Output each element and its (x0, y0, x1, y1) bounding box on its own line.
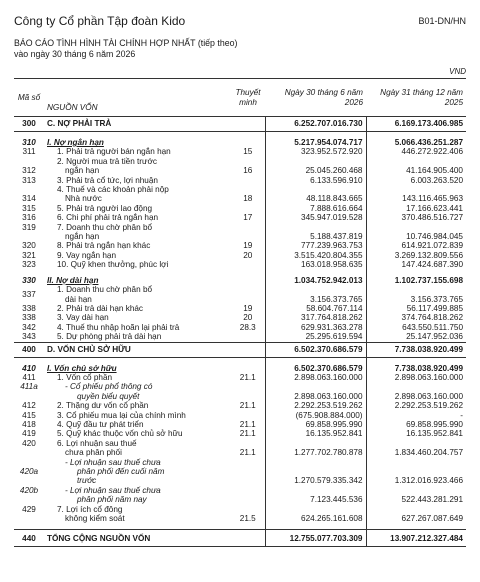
row-value-2025: 522.443.281.291 (366, 486, 466, 505)
row-value-2026: 25.045.260.468 (265, 157, 366, 176)
row-label-text: 5. Phải trả người lao động (57, 203, 153, 213)
row-value-2025: 16.135.952.841 (366, 429, 466, 438)
row-label-text: 5. Dự phòng phải trả dài hạn (57, 332, 162, 342)
row-value-2025: 6.003.263.520 (366, 176, 466, 185)
company-name: Công ty Cổ phần Tập đoàn Kido (14, 14, 186, 28)
row-value-2025: 143.116.465.963 (366, 185, 466, 204)
row-code: 321 (22, 250, 36, 260)
table-row-total (14, 530, 466, 547)
row-label-line: không kiểm soát (65, 514, 125, 524)
row-label (44, 241, 231, 250)
table-row (14, 276, 466, 285)
row-label-text: 2. Phải trả dài hạn khác (57, 303, 144, 313)
row-label-line: Nhà nước (65, 194, 102, 204)
row-label-line: chưa phân phối (65, 448, 122, 458)
row-label (44, 323, 231, 332)
row-label (44, 138, 231, 147)
row-label-line: - Lợi nhuận sau thuế chưa (65, 485, 161, 495)
row-value-2025: 3.156.373.765 (366, 285, 466, 304)
row-value-2026: 16.135.952.841 (265, 429, 366, 438)
row-value-2026: 629.931.363.278 (265, 323, 366, 332)
row-code: 412 (22, 401, 36, 411)
table-row (14, 304, 466, 313)
row-label (44, 251, 231, 260)
row-note: 21.1 (239, 372, 256, 382)
row-label-line: ngắn hạn (65, 166, 100, 176)
row-label (44, 304, 231, 313)
table-row (14, 401, 466, 410)
table-row (14, 117, 466, 132)
row-code: 343 (22, 332, 36, 342)
row-value-2026: 7.888.616.664 (265, 204, 366, 213)
row-label (44, 213, 231, 222)
row-label-line: 7. Lợi ích cổ đông (57, 504, 123, 514)
row-code: 338 (22, 303, 36, 313)
row-label-text: 5. Quỹ khác thuộc vốn chủ sở hữu (57, 429, 183, 439)
row-label-text: I. Nợ ngắn hạn (47, 138, 104, 147)
row-label-text: 3. Phải trả cổ tức, lợi nhuận (57, 175, 158, 185)
table-row (14, 420, 466, 429)
row-label-text: 2. Thặng dư vốn cổ phần (57, 401, 149, 411)
row-value-2026: 1.270.579.335.342 (265, 458, 366, 486)
row-value-2025: 7.738.038.920.499 (366, 342, 466, 357)
row-label (44, 332, 231, 342)
table-row (14, 241, 466, 250)
row-code: 420b (19, 485, 39, 495)
row-label-line: 6. Lợi nhuận sau thuế (57, 438, 137, 448)
row-label (44, 505, 231, 524)
row-label (44, 157, 231, 176)
row-value-2026: 5.188.437.819 (265, 223, 366, 242)
row-label (44, 429, 231, 438)
row-label (44, 223, 231, 242)
row-label-text: 3. Vay dài hạn (57, 313, 109, 323)
row-label-text: 1. Phải trả người bán ngắn hạn (57, 147, 171, 157)
row-value-2026: (675.908.884.000) (265, 411, 366, 420)
col-header-source: NGUỒN VỐN (44, 79, 231, 117)
row-label (44, 486, 231, 505)
row-label (44, 411, 231, 420)
row-note: 28.3 (239, 322, 256, 332)
row-code: 312 (22, 166, 36, 176)
row-value-2026: 2.898.063.160.000 (265, 373, 366, 382)
row-label (44, 204, 231, 213)
table-row (14, 439, 466, 458)
table-row (14, 332, 466, 342)
row-note: 18 (243, 194, 253, 204)
row-label (44, 373, 231, 382)
col-header-note: Thuyết minh (231, 79, 265, 117)
table-row (14, 505, 466, 524)
row-label-text: 4. Thuế thu nhập hoãn lại phải trả (57, 322, 180, 332)
row-code: 411 (22, 372, 36, 382)
table-row (14, 176, 466, 185)
row-label-line: dài hạn (65, 294, 92, 304)
row-value-2025: 643.550.511.750 (366, 323, 466, 332)
row-value-2026: 2.898.063.160.000 (265, 382, 366, 401)
row-label (44, 364, 231, 373)
row-value-2025: 10.746.984.045 (366, 223, 466, 242)
table-row (14, 285, 466, 304)
row-label (44, 285, 231, 304)
form-code: B01-DN/HN (418, 16, 466, 26)
row-label-line: quyền biểu quyết (77, 391, 140, 401)
row-label-text: 10. Quỹ khen thưởng, phúc lợi (57, 260, 169, 270)
row-label-line: phân phối đến cuối năm (77, 467, 165, 476)
row-code: 323 (22, 260, 36, 270)
row-value-2026: 6.252.707.016.730 (265, 117, 366, 132)
row-label-line: phân phối năm nay (77, 495, 147, 505)
row-code: 313 (22, 175, 36, 185)
row-note: 20 (243, 313, 253, 323)
row-code: 316 (22, 213, 36, 223)
row-label-text: 8. Phải trả ngắn hạn khác (57, 241, 151, 251)
row-label-line: 7. Doanh thu chờ phân bổ (57, 222, 153, 232)
row-label-text: 6. Chi phí phải trả ngắn hạn (57, 213, 159, 223)
row-value-2026: 6.133.596.910 (265, 176, 366, 185)
row-label: TỔNG CỘNG NGUỒN VỐN (44, 530, 231, 547)
row-value-2026: 345.947.019.528 (265, 213, 366, 222)
table-row (14, 373, 466, 382)
row-value-2026: 5.217.954.074.717 (265, 138, 366, 147)
row-note: 21.1 (239, 429, 256, 439)
row-label-line: ngắn hạn (65, 232, 100, 242)
row-label (44, 313, 231, 322)
row-note: 21.1 (239, 419, 256, 429)
row-code: 440 (14, 530, 44, 547)
balance-sheet-table (14, 78, 466, 547)
row-note: 17 (243, 213, 253, 223)
row-label-line: - Lợi nhuận sau thuế chưa (65, 457, 161, 467)
row-code: 315 (22, 203, 36, 213)
row-value-2025: 2.292.253.519.262 (366, 401, 466, 410)
report-date: vào ngày 30 tháng 6 năm 2026 (14, 49, 136, 59)
row-value-2025: - (366, 411, 466, 420)
row-code: 342 (22, 322, 36, 332)
row-value-2025: 2.898.063.160.000 (366, 373, 466, 382)
row-label-text: 1. Vốn cổ phần (57, 372, 113, 382)
row-label-line: trước (77, 476, 97, 486)
row-value-2026: 624.265.161.608 (265, 505, 366, 524)
report-title: BÁO CÁO TÌNH HÌNH TÀI CHÍNH HỢP NHẤT (tiếp theo) (14, 38, 238, 48)
row-code: 338 (22, 313, 36, 323)
table-row (14, 204, 466, 213)
row-value-2026: 777.239.963.753 (265, 241, 366, 250)
row-label-text: 9. Vay ngắn hạn (57, 250, 117, 260)
row-code: 419 (22, 429, 36, 439)
row-value-2025: 2.898.063.160.000 (366, 382, 466, 401)
table-row (14, 251, 466, 260)
row-value-2026: 6.502.370.686.579 (265, 364, 366, 373)
table-row (14, 223, 466, 242)
row-note: 15 (243, 147, 253, 157)
row-label (44, 382, 231, 401)
row-value-2025: 374.764.818.262 (366, 313, 466, 322)
row-label (44, 260, 231, 269)
row-label (44, 185, 231, 204)
table-row (14, 138, 466, 147)
row-code: 420a (19, 467, 39, 476)
row-label: D. VỐN CHỦ SỞ HỮU (44, 342, 231, 357)
row-value-2026: 3.515.420.804.355 (265, 251, 366, 260)
row-label (44, 439, 231, 458)
row-note: 19 (243, 241, 253, 251)
row-label (44, 458, 231, 486)
row-code: 330 (22, 275, 36, 285)
table-row (14, 260, 466, 269)
row-label (44, 420, 231, 429)
row-value-2026: 317.764.818.262 (265, 313, 366, 322)
row-label (44, 176, 231, 185)
currency-unit: VND (449, 67, 466, 76)
row-label-line: 2. Người mua trả tiền trước (57, 156, 157, 166)
row-note: 21.1 (239, 448, 256, 458)
row-value-2025: 6.169.173.406.985 (366, 117, 466, 132)
row-value-2025: 7.738.038.920.499 (366, 364, 466, 373)
table-row (14, 411, 466, 420)
row-value-2026: 163.018.958.635 (265, 260, 366, 269)
row-code: 420 (22, 438, 36, 448)
row-value-2026: 1.034.752.942.013 (265, 276, 366, 285)
row-value-2025: 17.166.623.441 (366, 204, 466, 213)
row-code: 320 (22, 241, 36, 251)
row-value-2025: 69.858.995.990 (366, 420, 466, 429)
row-label (44, 276, 231, 285)
row-value-2025: 627.267.087.649 (366, 505, 466, 524)
row-value-2025: 614.921.072.839 (366, 241, 466, 250)
row-code: 429 (22, 504, 36, 514)
row-value-2026: 58.604.767.114 (265, 304, 366, 313)
row-code: 418 (22, 419, 36, 429)
row-code: 319 (22, 222, 36, 232)
row-value-2025: 446.272.922.406 (366, 147, 466, 156)
row-label-text: 4. Quỹ đầu tư phát triển (57, 419, 144, 429)
row-note (231, 117, 265, 132)
row-label-line: - Cổ phiếu phổ thông có (65, 382, 153, 392)
row-code: 411a (20, 382, 38, 392)
table-row (14, 185, 466, 204)
table-row (14, 342, 466, 357)
row-value-2025: 25.147.952.036 (366, 332, 466, 342)
row-value-2026: 323.952.572.920 (265, 147, 366, 156)
row-code: 410 (22, 363, 36, 373)
table-row (14, 458, 466, 486)
row-value-2025: 147.424.687.390 (366, 260, 466, 269)
table-row (14, 213, 466, 222)
table-row (14, 147, 466, 156)
row-value-2026: 6.502.370.686.579 (265, 342, 366, 357)
col-header-code: Mã số (14, 79, 44, 117)
table-row (14, 382, 466, 401)
row-value-2025: 3.269.132.809.556 (366, 251, 466, 260)
row-note: 16 (243, 166, 253, 176)
row-code: 337 (22, 289, 36, 299)
row-value-2026: 25.295.619.594 (265, 332, 366, 342)
row-value-2025: 370.486.516.727 (366, 213, 466, 222)
row-value-2025: 41.164.905.400 (366, 157, 466, 176)
row-code: 400 (14, 342, 44, 357)
row-value-2025: 1.312.016.923.466 (366, 458, 466, 486)
row-code: 311 (22, 147, 36, 157)
col-header-period-2: Ngày 31 tháng 12 năm 2025 (366, 79, 466, 117)
row-value-2025: 1.102.737.155.698 (366, 276, 466, 285)
row-label-line: 4. Thuế và các khoản phải nộp (57, 185, 169, 195)
row-label (44, 401, 231, 410)
row-value-2025: 13.907.212.327.484 (366, 530, 466, 547)
row-label-text: 3. Cổ phiếu mua lại của chính mình (57, 410, 186, 420)
row-note: 21.5 (239, 514, 256, 524)
row-label: C. NỢ PHẢI TRẢ (44, 117, 231, 132)
table-row (14, 313, 466, 322)
row-note: 19 (243, 303, 253, 313)
row-value-2026: 69.858.995.990 (265, 420, 366, 429)
table-row (14, 429, 466, 438)
table-row (14, 364, 466, 373)
row-code: 415 (22, 410, 36, 420)
row-code: 310 (22, 138, 36, 147)
table-row (14, 486, 466, 505)
row-code: 300 (14, 117, 44, 132)
table-row (14, 323, 466, 332)
row-value-2025: 1.834.460.204.757 (366, 439, 466, 458)
row-value-2026: 2.292.253.519.262 (265, 401, 366, 410)
row-value-2025: 56.117.499.885 (366, 304, 466, 313)
row-label-text: II. Nợ dài hạn (47, 275, 99, 285)
row-note: 20 (243, 250, 253, 260)
row-value-2026: 1.277.702.780.878 (265, 439, 366, 458)
col-header-period-1: Ngày 30 tháng 6 năm 2026 (265, 79, 366, 117)
row-label-line: 1. Doanh thu chờ phân bổ (57, 285, 153, 295)
row-label (44, 147, 231, 156)
row-value-2026: 48.118.843.665 (265, 185, 366, 204)
row-label-text: I. Vốn chủ sở hữu (47, 363, 117, 373)
row-value-2026: 3.156.373.765 (265, 285, 366, 304)
row-value-2025: 5.066.436.251.287 (366, 138, 466, 147)
row-value-2026: 7.123.445.536 (265, 486, 366, 505)
row-value-2026: 12.755.077.703.309 (265, 530, 366, 547)
row-note: 21.1 (239, 401, 256, 411)
table-row (14, 157, 466, 176)
row-code: 314 (22, 194, 36, 204)
table-header-row (14, 79, 466, 117)
